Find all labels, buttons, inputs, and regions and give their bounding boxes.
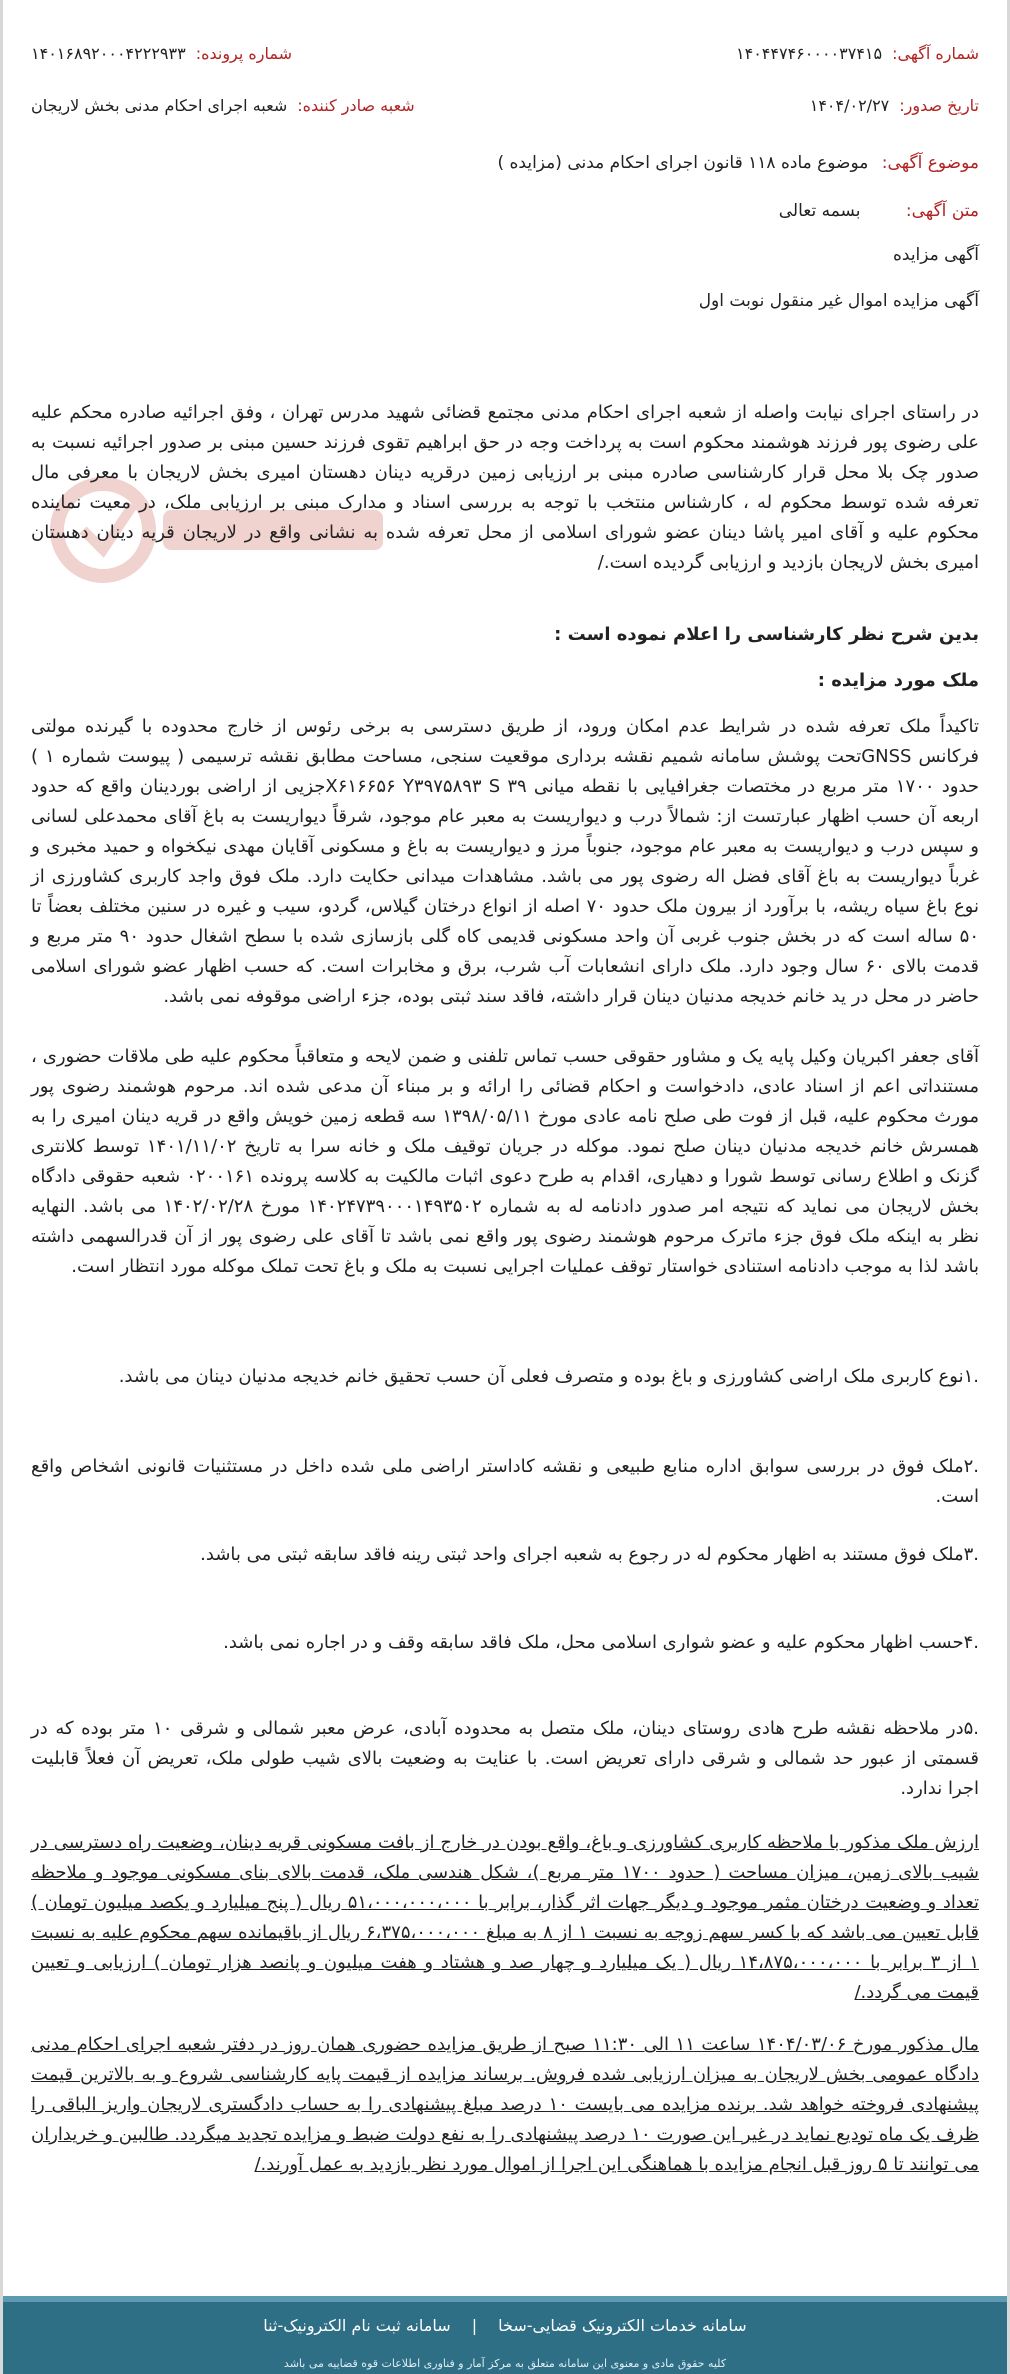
- title-line-2: [31, 286, 979, 316]
- notice-title: آگهی مزایده: [893, 245, 979, 265]
- issuer-label: شعبه صادر کننده:: [297, 96, 415, 115]
- sakha-link[interactable]: سامانه خدمات الکترونیک قضایی-سخا: [498, 2316, 747, 2335]
- subject-line: [31, 148, 979, 178]
- paragraph-auction-terms: مال مذکور مورخ ۱۴۰۴/۰۳/۰۶ ساعت ۱۱ الی ۱۱:۳۰ صبح از طریق مزایده حضوری همان روز در دفتر شعبه اجرای احکام مدنی دادگاه عمومی بخش لاریجان به میزان ارزیابی شده فروش. برساند مزایده از قیمت پایه کارشناسی شروع و به بالاترین قیمت پیشنهادی فروخته خواهد شد. برنده مزایده می بایست ۱۰ درصد مبلغ پیشنهادی را به حساب دادگستری لاریجان واریز الباقی را ظرف یک ماه تودیع نماید در غیر این صورت ۱۰ درصد پیشنهادی را به نفع دولت ضبط و مزایده تجدید میگردد. طالبین و خریداران می توانند تا ۵ روز قبل انجام مزایده با هماهنگی این اجرا از اموال مورد نظر بازدید به عمل آورند./: [31, 2034, 980, 2175]
- numbered-item-5: .۵در ملاحظه نقشه طرح هادی روستای دینان، ملک متصل به محدوده آبادی، عرض معبر شمالی و شرقی ۱۰ متر بوده که در قسمتی از عبور حد شمالی و شرقی دارای تعریض است. با عنایت به وضعیت بالای شیب طولی ملک، تعریض آن فعلاً قابلیت اجرا ندارد.: [31, 1718, 979, 1799]
- issue-date-value: ۱۴۰۴/۰۲/۲۷: [809, 96, 890, 115]
- ad-number-label: شماره آگهی:: [892, 44, 979, 63]
- paragraph-valuation: ارزش ملک مذکور با ملاحظه کاربری کشاورزی و باغ، واقع بودن در خارج از بافت مسکونی قریه دینان، وضعیت راه دسترسی در شیب بالای زمین، میزان مساحت ( حدود ۱۷۰۰ متر مربع )، شکل هندسی ملک، قدمت بالای بنای مسکونی موجود و ملاحظه تعداد و وضعیت درختان مثمر موجود و دیگر جهات اثر گذار، برابر با ۵۱،۰۰۰،۰۰۰،۰۰۰ ریال ( پنج میلیارد و یکصد میلیون تومان ) قابل تعیین می باشد که با کسر سهم زوجه به نسبت ۱ از ۸ به مبلغ ۶،۳۷۵،۰۰۰،۰۰۰ ریال از باقیمانده سهم محکوم علیه به نسبت ۱ از ۳ برابر با ۱۴،۸۷۵،۰۰۰،۰۰۰ ریال ( یک میلیارد و چهار صد و هشتاد و هفت میلیون و پانصد هزار تومان ) ارزیابی و تعیین قیمت می گردد./: [31, 1832, 980, 2003]
- footer-copyright: کلیه حقوق مادی و معنوی این سامانه متعلق به مرکز آمار و فناوری اطلاعات قوه قضاییه می باشد: [283, 2357, 727, 2370]
- paragraph-property-heading: ملک مورد مزایده :: [817, 670, 979, 691]
- case-number-field: [31, 44, 292, 63]
- ad-number-field: [736, 44, 979, 63]
- body-label-line: [31, 196, 979, 226]
- issue-date-field: [810, 96, 979, 115]
- footer-links: [3, 2302, 1007, 2335]
- bismillah: بسمه تعالی: [778, 201, 861, 221]
- meta-row-2: [31, 96, 979, 115]
- meta-row-1: [31, 44, 979, 63]
- issuer-value: شعبه اجرای احکام مدنی بخش لاریجان: [31, 96, 288, 115]
- site-footer: [3, 2296, 1007, 2374]
- footer-separator: |: [471, 2316, 478, 2335]
- ad-number-value: ۱۴۰۴۴۷۴۶۰۰۰۰۳۷۴۱۵: [736, 44, 883, 63]
- subject-label: موضوع آگهی:: [881, 153, 979, 173]
- numbered-item-4: .۴حسب اظهار محکوم علیه و عضو شواری اسلامی محل، ملک فاقد سابقه وقف و در اجاره نمی باشد.: [223, 1632, 979, 1653]
- notice-subtitle: آگهی مزایده اموال غیر منقول نوبت اول: [698, 291, 979, 311]
- paragraph-property-description: تاکیداً ملک تعرفه شده در شرایط عدم امکان ورود، از طریق دسترسی به برخی رئوس از خارج محدوده با گیرنده مولتی فرکانس GNSSتحت پوشش سامانه شمیم نقشه برداری موقعیت سنجی، مساحت مطابق نقشه ترسیمی ( پیوست شماره ۱ ) حدود ۱۷۰۰ متر مربع در مختصات جغرافیایی با نقطه میانی ۳۹ X۶۱۶۶۵۶ Y۳۹۷۵۸۹۳ Sجزیی از اراضی بوردینان واقع که حدود اربعه آن حسب اظهار عبارتست از: شمالاً درب و دیواریست به معبر عام موجود، شرقاً دیواریست به باغ آقای محمدعلی لسانی و سپس درب و دیواریست به معبر عام موجود، جنوباً مرز و دیواریست به باغ و مسکونی آقایان مهدی نیکخواه و حمید مخبری و غرباً دیواریست به باغ آقای فضل اله رضوی پور می باشد. مشاهدات میدانی حکایت دارد. ملک فوق واجد کاربری کشاورزی از نوع باغ سیاه ریشه، با برآورد از بیرون ملک حدود ۷۰ اصله از انواع درختان گیلاس، گردو، سیب و غیره در سنین مختلف بعضاً تا ۵۰ ساله است که در بخش جنوب غربی آن واحد مسکونی قدیمی کاه گلی بازسازی شده با سطح اشغال حدود ۹۰ متر مربع و قدمت بالای ۶۰ سال وجود دارد. ملک دارای انشعابات آب شرب، برق و مخابرات است. که حسب اظهار عضو شورای اسلامی حاضر در محل در ید خانم خدیجه مدنیان دینان قرار داشته، فاقد سند ثبتی بوده، جزء اراضی موقوفه نمی باشد.: [31, 716, 979, 1007]
- case-number-label: شماره پرونده:: [195, 44, 293, 63]
- case-number-value: ۱۴۰۱۶۸۹۲۰۰۰۴۲۲۲۹۳۳: [31, 44, 186, 63]
- numbered-item-3: .۳ملک فوق مستند به اظهار محکوم له در رجوع به شعبه اجرای واحد ثبتی رینه فاقد سابقه ثبتی می باشد.: [200, 1544, 979, 1565]
- paragraph-intro: در راستای اجرای نیابت واصله از شعبه اجرای احکام مدنی مجتمع قضائی شهید مدرس تهران ، وفق اجرائیه صادره محکم علیه علی رضوی پور فرزند هوشمند محکوم است به پرداخت وجه در حق ابراهیم تقوی فرزند حسین مبنی بر صدور اجرائیه نسبت به صدور چک بلا محل قرار کارشناسی صادره مبنی بر ارزیابی زمین درقریه دینان دهستان امیری بخش لاریجان با معرفی مال تعرفه شده توسط محکوم له ، کارشناس منتخب با توجه به بررسی اسناد و مدارک مبنی بر ارزیابی ملک، در معیت نماینده محکوم علیه و آقای امیر پاشا دینان عضو شورای اسلامی از محل تعرفه شده به نشانی واقع در لاریجان قریه دینان دهستان امیری بخش لاریجان بازدید و ارزیابی گردیده است./: [31, 402, 979, 573]
- paragraph-lawyer-claim: آقای جعفر اکبریان وکیل پایه یک و مشاور حقوقی حسب تماس تلفنی و ضمن لایحه و متعاقباً محکوم علیه طی ملاقات حضوری ، مستنداتی اعم از اسناد عادی، دادخواست و احکام قضائی را ارائه و بر مبناء آن مدعی شده اند. مرحوم هوشمند رضوی پور مورث محکوم علیه، قبل از فوت طی صلح نامه عادی مورخ ۱۳۹۸/۰۵/۱۱ سه قطعه زمین خویش واقع در قریه دینان امیری را به همسرش خانم خدیجه مدنیان دینان صلح نمود. موکله در جریان توقیف ملک و خانه سرا به تاریخ ۱۴۰۱/۱۱/۰۲ توسط کلانتری گزنک و اطلاع رسانی توسط شورا و دهیاری، اقدام به طرح دعوی اثبات مالکیت به کلاسه پرونده ۰۲۰۰۱۶۱ شعبه حقوقی دادگاه بخش لاریجان می نماید که نتیجه امر صدور دادنامه له به شماره ۱۴۰۲۴۷۳۹۰۰۰۱۴۹۳۵۰۲ مورخ ۱۴۰۲/۰۲/۲۸ می باشد. النهایه نظر به اینکه ملک فوق جزء ماترک مرحوم هوشمند رضوی پور واقع نمی باشد تا آقای علی رضوی پور از آن قدرالسهمی داشته باشد لذا به موجب دادنامه استنادی خواستار توقف عملیات اجرایی نسبت به ملک و باغ تحت تملک موکله مورد انتظار است.: [31, 1046, 980, 1277]
- paragraph-expert-opinion: بدین شرح نظر کارشناسی را اعلام نموده است :: [554, 624, 979, 645]
- body-label: متن آگهی:: [905, 201, 979, 221]
- subject-text: موضوع ماده ۱۱۸ قانون اجرای احکام مدنی (مزایده ): [497, 153, 869, 173]
- issuer-field: [31, 96, 415, 115]
- title-line-1: [31, 240, 979, 270]
- numbered-item-1: .۱نوع کاربری ملک اراضی کشاورزی و باغ بوده و متصرف فعلی آن حسب تحقیق خانم خدیجه مدنیان دینان می باشد.: [118, 1366, 979, 1387]
- sana-link[interactable]: سامانه ثبت نام الکترونیک-ثنا: [263, 2316, 451, 2335]
- numbered-item-2: .۲ملک فوق در بررسی سوابق اداره منابع طبیعی و نقشه کاداستر اراضی ملی شده داخل در مستثنیات قانونی اشخاص واقع است.: [31, 1456, 979, 1507]
- issue-date-label: تاریخ صدور:: [899, 96, 979, 115]
